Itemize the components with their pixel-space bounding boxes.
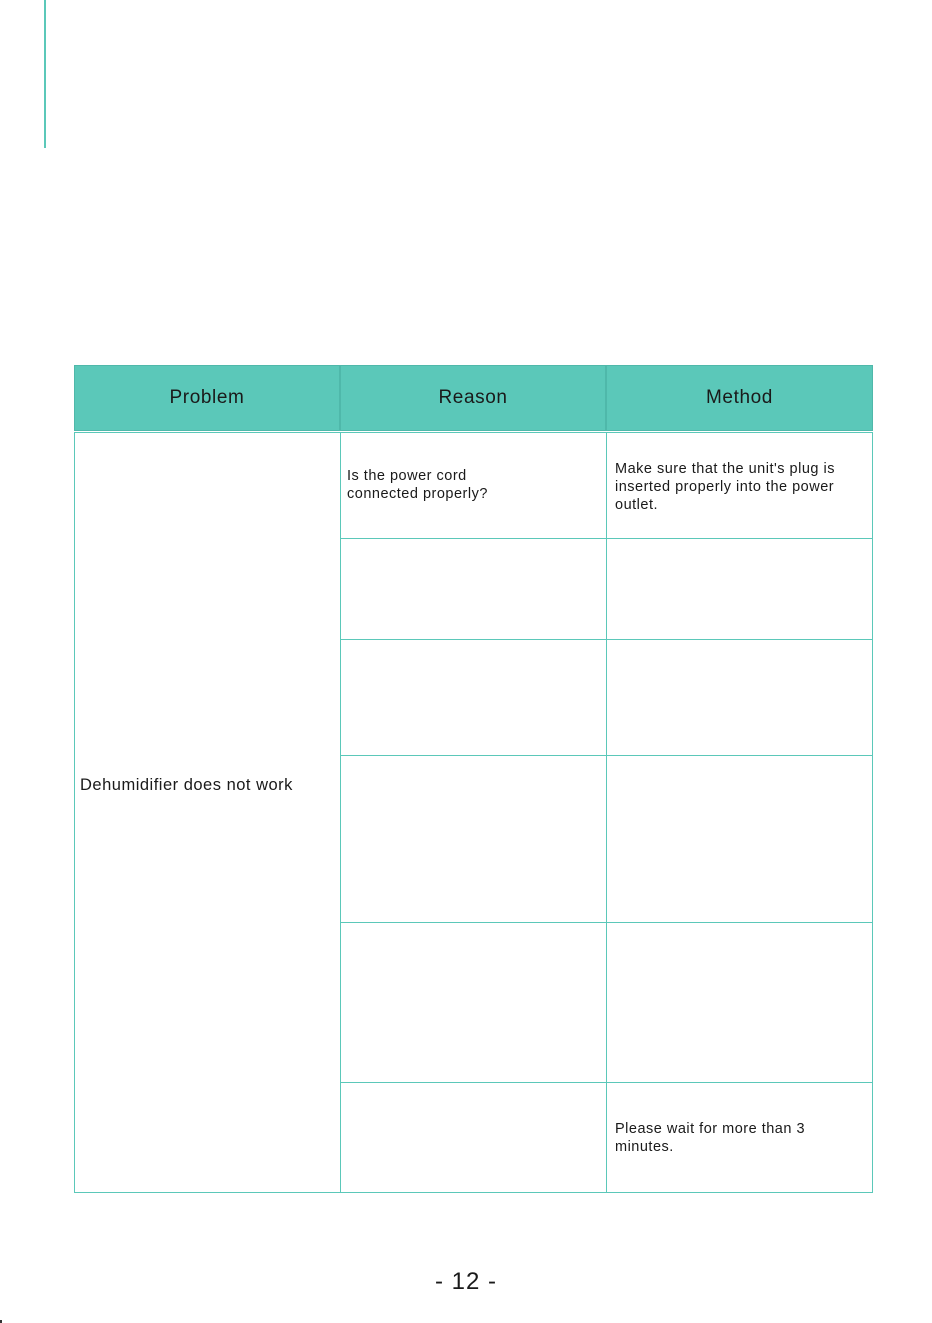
method-text-6: Please wait for more than 3 minutes. bbox=[615, 1121, 806, 1155]
header-reason-label: Reason bbox=[438, 387, 508, 408]
reason-text-1: Is the power cord connected properly? bbox=[347, 468, 488, 502]
accent-bar bbox=[44, 0, 46, 148]
method-text-1: Make sure that the unit's plug is inserted properly into the power outlet. bbox=[615, 461, 835, 513]
header-method bbox=[606, 365, 873, 431]
reason-cell-2 bbox=[340, 538, 607, 640]
header-reason bbox=[340, 365, 606, 431]
problem-text: Dehumidifier does not work bbox=[80, 776, 293, 794]
reason-cell-4 bbox=[340, 755, 607, 923]
method-cell-5 bbox=[606, 922, 873, 1083]
header-problem bbox=[74, 365, 340, 431]
method-cell-6 bbox=[606, 1082, 873, 1193]
reason-cell-5 bbox=[340, 922, 607, 1083]
method-cell-2 bbox=[606, 538, 873, 640]
method-cell-4 bbox=[606, 755, 873, 923]
header-problem-label: Problem bbox=[169, 387, 245, 408]
troubleshooting-table bbox=[74, 365, 873, 1193]
page-number: - 12 - bbox=[434, 1268, 497, 1295]
reason-cell-3 bbox=[340, 639, 607, 756]
header-method-label: Method bbox=[706, 387, 773, 408]
method-cell-1 bbox=[606, 432, 873, 539]
reason-cell-1 bbox=[340, 432, 607, 539]
method-cell-3 bbox=[606, 639, 873, 756]
reason-cell-6 bbox=[340, 1082, 607, 1193]
problem-cell bbox=[74, 432, 341, 1193]
